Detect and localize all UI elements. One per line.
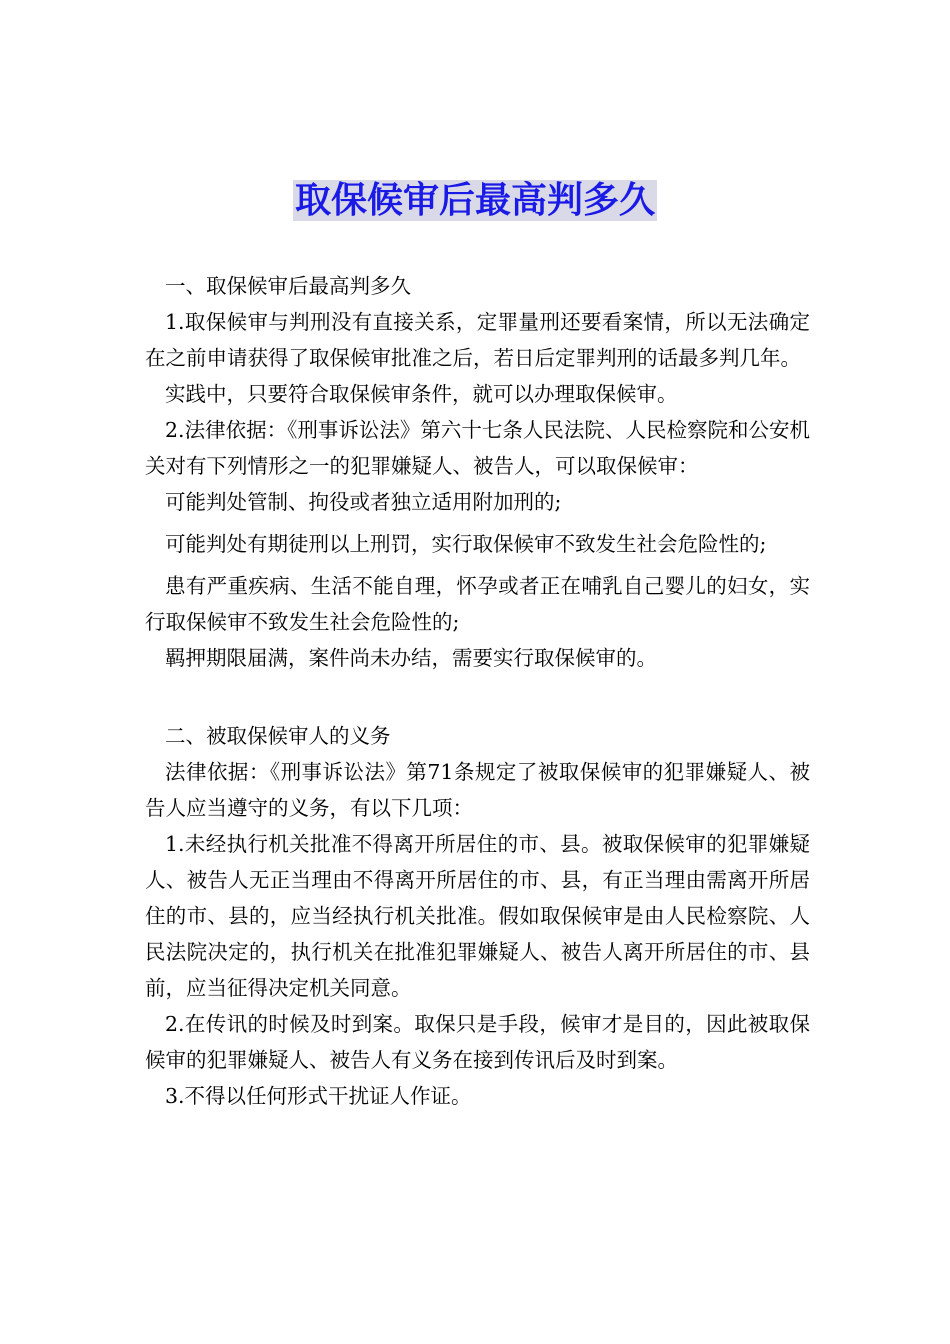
paragraph: 3.不得以任何形式干扰证人作证。 xyxy=(165,1084,472,1108)
document-body xyxy=(145,268,810,1114)
paragraph: 羁押期限届满，案件尚未办结，需要实行取保候审的。 xyxy=(165,646,657,670)
section-heading: 二、被取保候审人的义务 xyxy=(165,724,391,748)
paragraph: 实践中，只要符合取保候审条件，就可以办理取保候审。 xyxy=(165,382,678,406)
paragraph: 法律依据：《刑事诉讼法》第71条规定了被取保候审的犯罪嫌疑人、被告人应当遵守的义务，有以下几项： xyxy=(145,760,810,820)
paragraph: 患有严重疾病、生活不能自理，怀孕或者正在哺乳自己婴儿的妇女，实行取保候审不致发生社会危险性的; xyxy=(145,574,810,634)
document-title xyxy=(0,176,950,226)
paragraph: 2.法律依据：《刑事诉讼法》第六十七条人民法院、人民检察院和公安机关对有下列情形之一的犯罪嫌疑人、被告人，可以取保候审： xyxy=(145,418,810,478)
paragraph: 可能判处有期徒刑以上刑罚，实行取保候审不致发生社会危险性的; xyxy=(165,532,767,556)
paragraph: 1.取保候审与判刑没有直接关系，定罪量刑还要看案情，所以无法确定在之前申请获得了取保候审批准之后，若日后定罪判刑的话最多判几年。 xyxy=(145,310,810,370)
paragraph: 1.未经执行机关批准不得离开所居住的市、县。被取保候审的犯罪嫌疑人、被告人无正当理由不得离开所居住的市、县，有正当理由需离开所居住的市、县的，应当经执行机关批准。假如取保候审是由人民检察院、人民法院决定的，执行机关在批准犯罪嫌疑人、被告人离开所居住的市、县前，应当征得决定机关同意。 xyxy=(145,832,810,1000)
section-gap xyxy=(145,676,810,712)
title-text: 取保候审后最高判多久 xyxy=(294,180,655,221)
section-heading: 一、取保候审后最高判多久 xyxy=(165,274,411,298)
paragraph: 可能判处管制、拘役或者独立适用附加刑的; xyxy=(165,490,562,514)
paragraph: 2.在传讯的时候及时到案。取保只是手段，候审才是目的，因此被取保候审的犯罪嫌疑人、被告人有义务在接到传讯后及时到案。 xyxy=(145,1012,810,1072)
